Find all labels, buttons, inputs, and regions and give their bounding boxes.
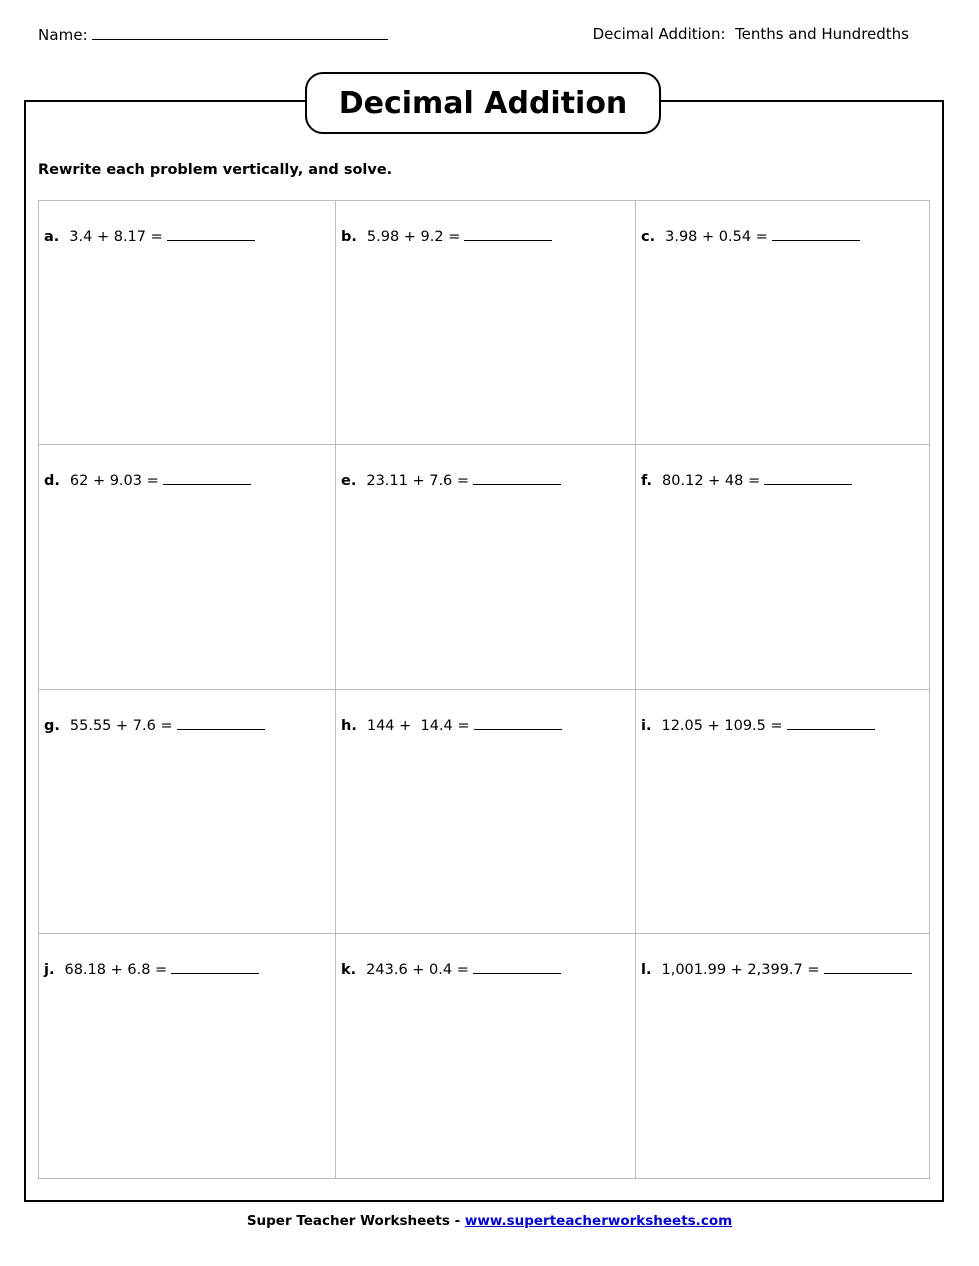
answer-blank[interactable] bbox=[167, 227, 255, 241]
page-title: Decimal Addition bbox=[305, 72, 661, 134]
problem-f bbox=[636, 445, 929, 689]
problem-g bbox=[39, 690, 336, 934]
problem-letter: j. bbox=[44, 961, 55, 978]
answer-blank[interactable] bbox=[163, 471, 251, 485]
problem-letter: c. bbox=[641, 229, 656, 245]
problem-expression: 12.05 + 109.5 = bbox=[661, 717, 783, 734]
answer-blank[interactable] bbox=[824, 960, 912, 974]
problem-expression: 80.12 + 48 = bbox=[662, 473, 761, 490]
name-label: Name: bbox=[38, 26, 88, 44]
answer-blank[interactable] bbox=[764, 471, 852, 485]
footer bbox=[0, 1213, 979, 1229]
answer-blank[interactable] bbox=[474, 716, 562, 730]
problem-letter: k. bbox=[341, 961, 357, 978]
answer-blank[interactable] bbox=[473, 471, 561, 485]
answer-blank[interactable] bbox=[464, 227, 552, 241]
instructions: Rewrite each problem vertically, and solve. bbox=[38, 162, 393, 178]
footer-brand: Super Teacher Worksheets - bbox=[246, 1213, 465, 1229]
problem-expression: 1,001.99 + 2,399.7 = bbox=[661, 961, 820, 978]
answer-blank[interactable] bbox=[177, 716, 265, 730]
worksheet-topic: Decimal Addition: Tenths and Hundredths bbox=[592, 25, 909, 43]
problem-letter: e. bbox=[341, 473, 357, 490]
problem-k bbox=[336, 934, 636, 1178]
problem-letter: l. bbox=[641, 961, 652, 978]
problem-i bbox=[636, 690, 929, 934]
problem-expression: 23.11 + 7.6 = bbox=[366, 473, 470, 490]
problem-a bbox=[39, 201, 336, 445]
problem-expression: 144 + 14.4 = bbox=[366, 717, 470, 734]
name-blank-line[interactable] bbox=[92, 25, 388, 40]
answer-blank[interactable] bbox=[787, 716, 875, 730]
answer-blank[interactable] bbox=[473, 960, 561, 974]
problem-j bbox=[39, 934, 336, 1178]
answer-blank[interactable] bbox=[772, 227, 860, 241]
problem-letter: i. bbox=[641, 717, 652, 734]
problem-letter: d. bbox=[44, 473, 60, 490]
problem-letter: f. bbox=[641, 473, 653, 490]
problem-grid bbox=[38, 200, 930, 1179]
problem-expression: 55.55 + 7.6 = bbox=[69, 717, 173, 734]
problem-expression: 243.6 + 0.4 = bbox=[366, 961, 469, 978]
problem-e bbox=[336, 445, 636, 689]
problem-expression: 5.98 + 9.2 = bbox=[366, 229, 461, 245]
answer-blank[interactable] bbox=[171, 960, 259, 974]
problem-l bbox=[636, 934, 929, 1178]
problem-letter: a. bbox=[44, 229, 60, 245]
problem-b bbox=[336, 201, 636, 445]
problem-expression: 3.4 + 8.17 = bbox=[69, 229, 163, 245]
problem-letter: b. bbox=[341, 229, 357, 245]
problem-h bbox=[336, 690, 636, 934]
problem-expression: 62 + 9.03 = bbox=[69, 473, 159, 490]
problem-c bbox=[636, 201, 929, 445]
problem-d bbox=[39, 445, 336, 689]
name-field bbox=[38, 25, 388, 44]
problem-letter: g. bbox=[44, 717, 60, 734]
problem-letter: h. bbox=[341, 717, 357, 734]
footer-link[interactable]: www.superteacherworksheets.com bbox=[464, 1213, 733, 1229]
problem-expression: 3.98 + 0.54 = bbox=[665, 229, 768, 245]
problem-expression: 68.18 + 6.8 = bbox=[64, 961, 168, 978]
